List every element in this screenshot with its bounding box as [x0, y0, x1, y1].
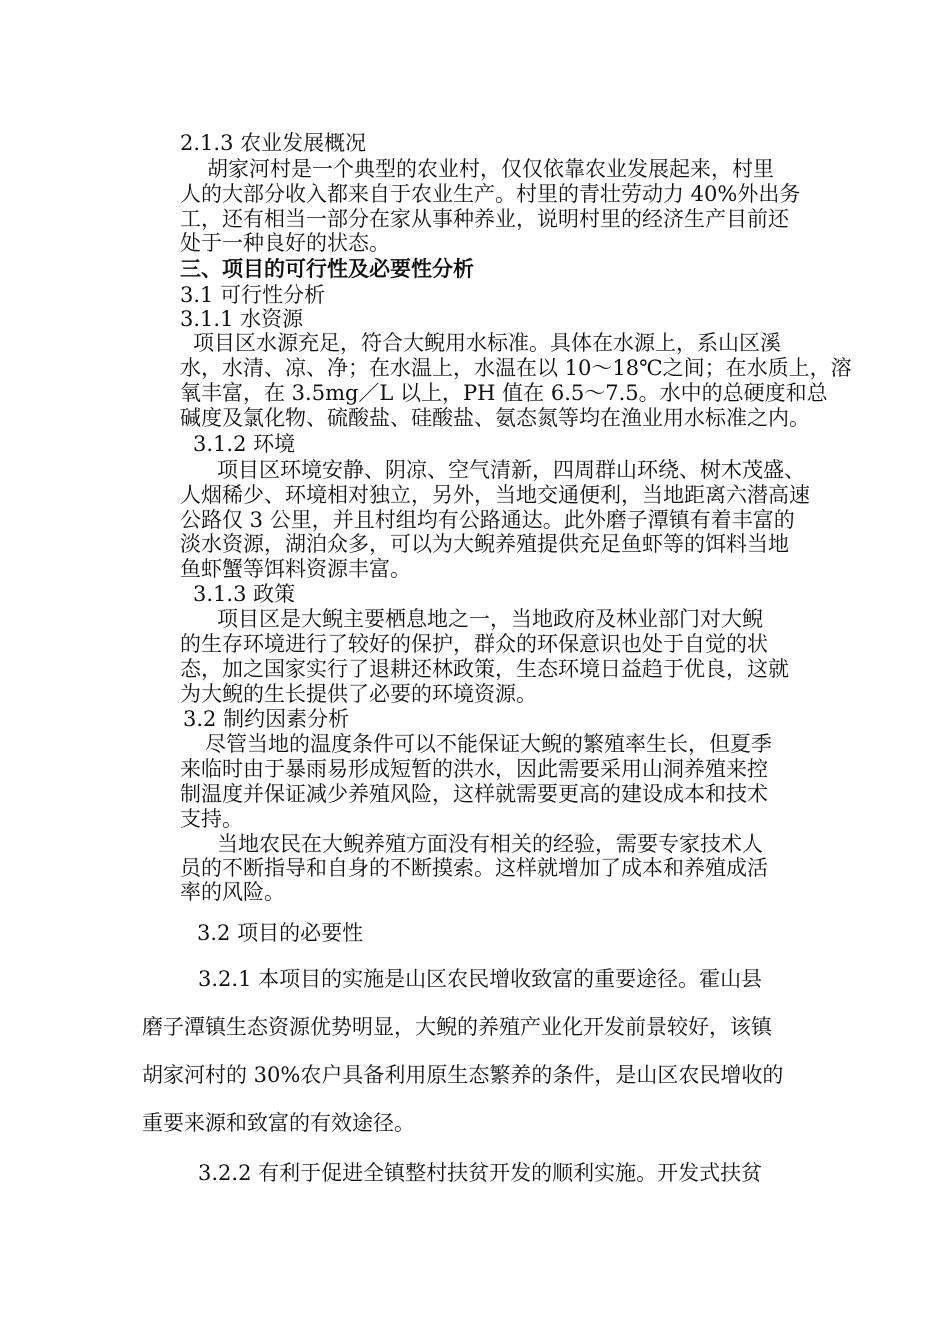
- para-line: 碱度及氯化物、硫酸盐、硅酸盐、氨态氮等均在渔业用水标准之内。: [180, 406, 810, 430]
- heading-3-1-2: 3.1.2 环境: [193, 432, 296, 456]
- para-line: 公路仅 3 公里，并且村组均有公路通达。此外磨子潭镇有着丰富的: [180, 508, 795, 532]
- para-line: 尽管当地的温度条件可以不能保证大鲵的繁殖率生长，但夏季: [205, 732, 772, 756]
- para-line: 员的不断指导和自身的不断摸索。这样就增加了成本和养殖成活: [180, 856, 768, 880]
- heading-2-1-3: 2.1.3 农业发展概况: [180, 131, 367, 155]
- para-line: 处于一种良好的状态。: [180, 231, 390, 255]
- para-line: 当地农民在大鲵养殖方面没有相关的经验，需要专家技术人: [217, 832, 763, 856]
- para-line: 为大鲵的生长提供了必要的环境资源。: [180, 682, 537, 706]
- para-line: 项目区水源充足，符合大鲵用水标准。具体在水源上，系山区溪: [193, 331, 781, 355]
- para-line: 氧丰富，在 3.5mg／L 以上，PH 值在 6.5～7.5。水中的总硬度和总: [180, 381, 828, 405]
- para-line: 3.2.1 本项目的实施是山区农民增收致富的重要途径。霍山县: [198, 967, 763, 991]
- para-line: 胡家河村的 30%农户具备利用原生态繁养的条件，是山区农民增收的: [142, 1063, 784, 1087]
- para-line: 支持。: [180, 807, 243, 831]
- para-line: 项目区环境安静、阴凉、空气清新，四周群山环绕、树木茂盛、: [217, 458, 805, 482]
- para-line: 来临时由于暴雨易形成短暂的洪水，因此需要采用山洞养殖来控: [180, 757, 768, 781]
- para-line: 项目区是大鲵主要栖息地之一，当地政府及林业部门对大鲵: [217, 607, 763, 631]
- para-line: 人烟稀少、环境相对独立，另外，当地交通便利，当地距离六潜高速: [180, 483, 810, 507]
- heading-3-1: 3.1 可行性分析: [180, 283, 326, 307]
- heading-3-2-constraints: 3.2 制约因素分析: [183, 707, 350, 731]
- para-line: 的生存环境进行了较好的保护，群众的环保意识也处于自觉的状: [180, 632, 768, 656]
- para-line: 淡水资源，湖泊众多，可以为大鲵养殖提供充足鱼虾等的饵料当地: [180, 532, 789, 556]
- para-line: 工，还有相当一部分在家从事种养业，说明村里的经济生产目前还: [180, 207, 789, 231]
- para-line: 水，水清、凉、净；在水温上，水温在以 10～18℃之间；在水质上，溶: [180, 356, 852, 380]
- para-line: 胡家河村是一个典型的农业村，仅仅依靠农业发展起来，村里: [207, 157, 774, 181]
- para-line: 磨子潭镇生态资源优势明显，大鲵的养殖产业化开发前景较好，该镇: [142, 1015, 772, 1039]
- para-line: 态，加之国家实行了退耕还林政策，生态环境日益趋于优良，这就: [180, 657, 789, 681]
- para-line: 制温度并保证减少养殖风险，这样就需要更高的建设成本和技术: [180, 782, 768, 806]
- heading-3-1-1: 3.1.1 水资源: [180, 307, 304, 331]
- para-line: 率的风险。: [180, 880, 285, 904]
- para-line: 3.2.2 有利于促进全镇整村扶贫开发的顺利实施。开发式扶贫: [198, 1161, 763, 1185]
- heading-section-3: 三、项目的可行性及必要性分析: [180, 256, 474, 281]
- para-line: 人的大部分收入都来自于农业生产。村里的青壮劳动力 40%外出务: [180, 182, 801, 206]
- heading-3-2-necessity: 3.2 项目的必要性: [197, 921, 364, 945]
- heading-3-1-3: 3.1.3 政策: [193, 582, 296, 606]
- para-line: 鱼虾蟹等饵料资源丰富。: [180, 557, 411, 581]
- para-line: 重要来源和致富的有效途径。: [142, 1111, 415, 1135]
